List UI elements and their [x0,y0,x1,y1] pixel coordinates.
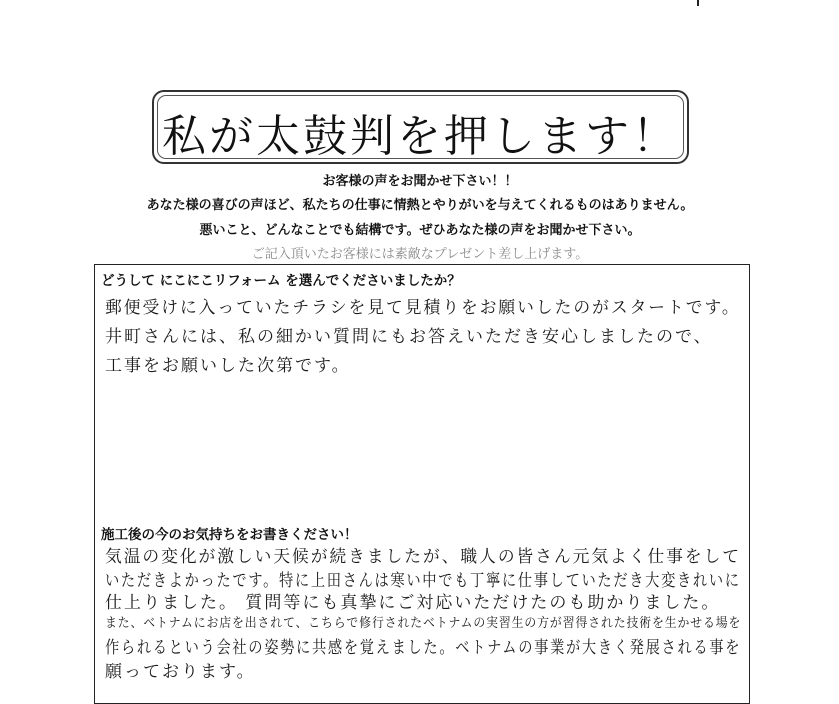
answer-1-line-1: 郵便受けに入っていたチラシを見て見積りをお願いしたのがスタートです。 [105,298,741,318]
intro-line-4: ご記入頂いたお客様には素敵なプレゼント差し上げます。 [251,247,589,262]
corner-mark [697,0,699,6]
answer-2-line-2: いただきよかったです。特に上田さんは寒い中でも丁寧に仕事していただき大変きれいに [105,571,741,591]
answer-2-line-6: 願っております。 [105,662,256,682]
answer-2-line-5: 作られるという会社の姿勢に共感を覚えました。ベトナムの事業が大きく発展される事を [105,638,742,658]
question-1-label: どうして にこにこリフォーム を選んでくださいましたか？ [101,273,461,289]
intro-line-3: 悪いこと、どんなことでも結構です。ぜひあなた様の声をお聞かせ下さい。 [199,223,641,238]
intro-line-2: あなた様の喜びの声ほど、私たちの仕事に情熱とやりがいを与えてくれるものはありません。 [146,198,694,213]
answer-1-line-3: 工事をお願いした次第です。 [105,356,351,376]
page-title: 私が太鼓判を押します！ [162,111,679,162]
answer-1-line-2: 井町さんには、私の細かい質問にもお答えいただき安心しましたので、 [105,327,713,347]
answer-2-line-4: また、ベトナムにお店を出されて、こちらで修行されたベトナムの実習生の方が習得された技術を生かせる場を [105,616,742,631]
intro-line-1: お客様の声をお聞かせ下さい！！ [322,174,518,189]
question-2-label: 施工後の今のお気持ちをお書きください！ [101,527,358,543]
title-box [152,90,689,164]
survey-form [94,264,750,704]
answer-2-line-1: 気温の変化が激しい天候が続きましたが、職人の皆さん元気よく仕事をして [105,547,741,567]
answer-2-line-3: 仕上りました。 質問等にも真摯にご対応いただけたのも助かりました。 [105,593,721,613]
